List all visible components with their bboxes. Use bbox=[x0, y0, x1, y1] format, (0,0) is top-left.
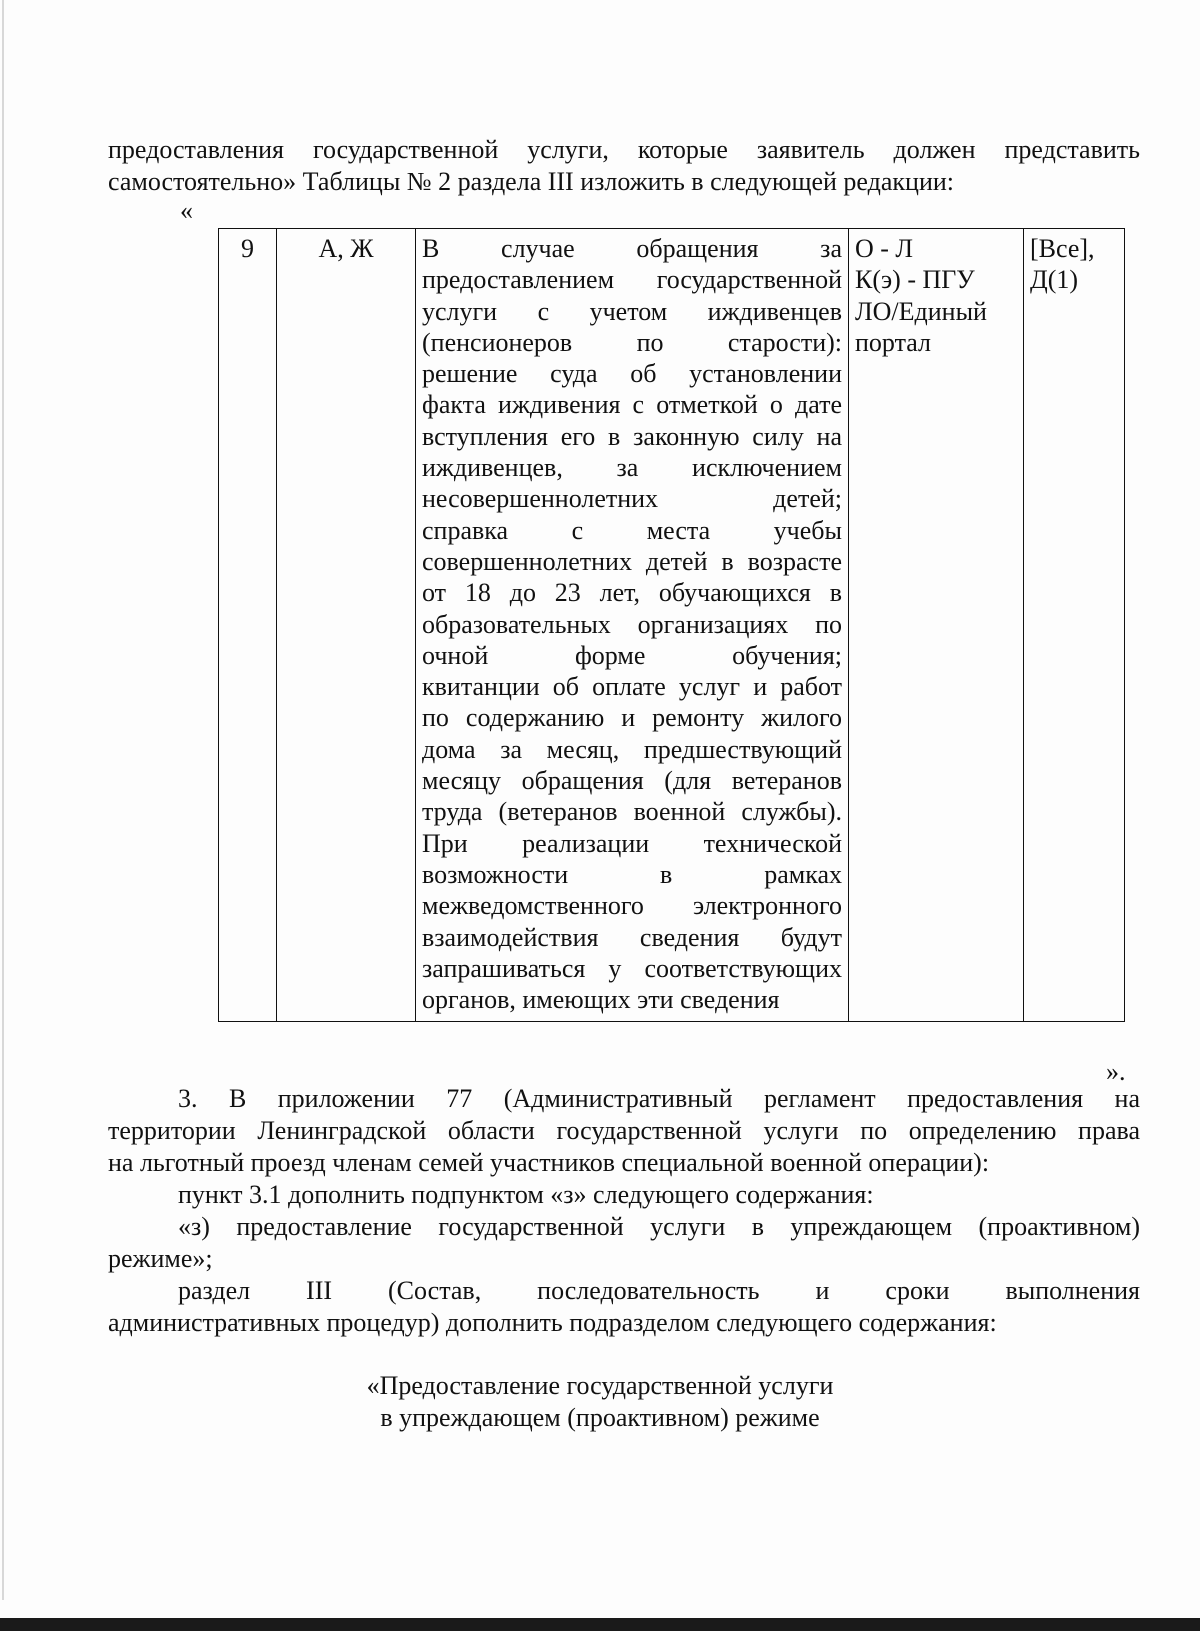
row-number-cell: 9 bbox=[219, 229, 277, 1022]
code-line-1: [Все], bbox=[1030, 234, 1095, 263]
table-row bbox=[219, 229, 1125, 1022]
code-lines bbox=[1030, 233, 1118, 296]
description-line-13: образовательных организациях по bbox=[422, 609, 842, 639]
heading-line-1: «Предоставление государственной услуги bbox=[366, 1371, 834, 1400]
description-line-9: несовершеннолетних детей; bbox=[422, 484, 842, 514]
description-line-8: иждивенцев, за исключением bbox=[422, 453, 842, 483]
description-line-20: При реализации технической bbox=[422, 828, 842, 858]
section3-p3-line1: «з) предоставление государственной услуги в упреждающем (проактивном) bbox=[178, 1212, 1140, 1241]
description-line-14: очной форме обучения; bbox=[422, 640, 842, 670]
description-line-21: возможности в рамках bbox=[422, 859, 842, 889]
section3-p4-line1: раздел III (Состав, последовательность и сроки выполнения bbox=[178, 1276, 1140, 1305]
description-line-19: труда (ветеранов военной службы). bbox=[422, 797, 842, 827]
description-line-23: взаимодействия сведения будут bbox=[422, 922, 842, 952]
description-line-24: запрашиваться у соответствующих bbox=[422, 953, 842, 983]
intro-line-1: предоставления государственной услуги, которые заявитель должен представить bbox=[108, 135, 1140, 164]
description-line-6: факта иждивения с отметкой о дате bbox=[422, 390, 842, 420]
description-line-2: предоставлением государственной bbox=[422, 265, 842, 295]
description-line-10: справка с места учебы bbox=[422, 515, 842, 545]
table-quote-close: ». bbox=[1106, 1057, 1126, 1086]
heading-line-2: в упреждающем (проактивном) режиме bbox=[380, 1403, 820, 1432]
row-code-cell bbox=[1024, 229, 1125, 1022]
description-line-22: межведомственного электронного bbox=[422, 891, 842, 921]
section3-p1-line2: территории Ленинградской области государственной услуги по определению права bbox=[108, 1116, 1140, 1145]
submission-lines bbox=[855, 233, 1017, 358]
subsection-heading bbox=[300, 1370, 900, 1434]
description-line-25: органов, имеющих эти сведения bbox=[422, 985, 780, 1015]
submission-line-2: К(э) - ПГУ bbox=[855, 265, 975, 295]
section3-p1-line3: на льготный проезд членам семей участников специальной военной операции): bbox=[108, 1148, 990, 1177]
section3-p2: пункт 3.1 дополнить подпунктом «з» следующего содержания: bbox=[178, 1180, 874, 1209]
documents-table bbox=[218, 228, 1125, 1022]
description-line-4: (пенсионеров по старости): bbox=[422, 327, 842, 357]
description-line-5: решение суда об установлении bbox=[422, 359, 842, 389]
description-lines bbox=[422, 233, 842, 1015]
description-line-11: совершеннолетних детей в возрасте bbox=[422, 546, 842, 576]
description-line-15: квитанции об оплате услуг и работ bbox=[422, 672, 842, 702]
section-3 bbox=[108, 1083, 1140, 1339]
row-category-cell: А, Ж bbox=[277, 229, 416, 1022]
submission-line-4: портал bbox=[855, 327, 931, 357]
description-line-3: услуги с учетом иждивенцев bbox=[422, 296, 842, 326]
row-description-cell bbox=[416, 229, 849, 1022]
section3-p3-line2: режиме»; bbox=[108, 1244, 213, 1273]
row-submission-cell bbox=[849, 229, 1024, 1022]
description-line-12: от 18 до 23 лет, обучающихся в bbox=[422, 578, 842, 608]
intro-line-2: самостоятельно» Таблицы № 2 раздела III изложить в следующей редакции: bbox=[108, 167, 954, 196]
section3-p4-line2: административных процедур) дополнить подразделом следующего содержания: bbox=[108, 1308, 997, 1337]
submission-line-3: ЛО/Единый bbox=[855, 296, 987, 326]
scan-edge-bottom bbox=[0, 1618, 1200, 1631]
scan-edge-left bbox=[2, 0, 4, 1600]
intro-paragraph bbox=[108, 134, 1140, 198]
section3-p1-line1: 3. В приложении 77 (Административный регламент предоставления на bbox=[178, 1084, 1140, 1113]
code-line-2: Д(1) bbox=[1030, 265, 1079, 295]
description-line-7: вступления его в законную силу на bbox=[422, 421, 842, 451]
description-line-17: дома за месяц, предшествующий bbox=[422, 734, 842, 764]
table-quote-open: « bbox=[180, 196, 193, 225]
description-line-1: В случае обращения за bbox=[422, 234, 842, 263]
submission-line-1: О - Л bbox=[855, 234, 914, 263]
description-line-16: по содержанию и ремонту жилого bbox=[422, 703, 842, 733]
description-line-18: месяцу обращения (для ветеранов bbox=[422, 766, 842, 796]
